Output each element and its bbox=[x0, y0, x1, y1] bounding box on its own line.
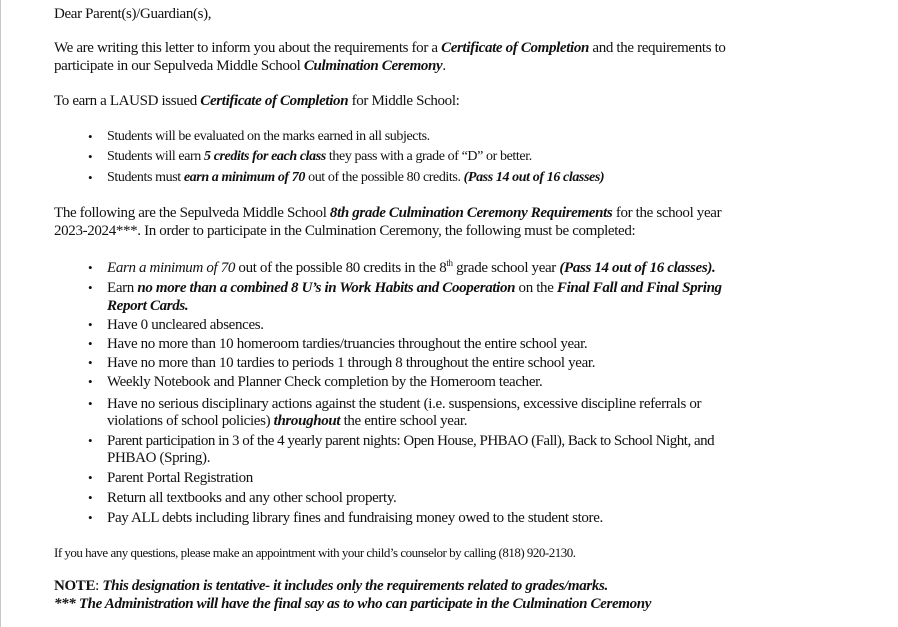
emphasis: Culmination Ceremony bbox=[303, 58, 443, 74]
culm-bullet: Have no serious disciplinary actions against the student (i.e. suspensions, excessive discipline referrals or bbox=[107, 396, 702, 412]
cert-bullet bbox=[107, 148, 532, 166]
text: for Middle School: bbox=[348, 93, 460, 109]
emphasis: Certificate of Completion bbox=[441, 40, 589, 56]
emphasis: throughout bbox=[273, 413, 341, 429]
bullet-icon: • bbox=[88, 374, 93, 389]
text: To earn a LAUSD issued bbox=[54, 93, 201, 109]
text: Students will earn bbox=[107, 149, 204, 164]
text: : bbox=[95, 578, 103, 594]
cert-bullet bbox=[107, 169, 604, 187]
emphasis: (Pass 14 out of 16 classes) bbox=[463, 170, 605, 185]
culm-bullet: Parent Portal Registration bbox=[107, 470, 253, 486]
salutation: Dear Parent(s)/Guardian(s), bbox=[54, 6, 212, 22]
text: violations of school policies) bbox=[107, 413, 274, 429]
text: . bbox=[442, 58, 446, 74]
emphasis: earn a minimum of 70 bbox=[183, 170, 305, 185]
emphasis: 5 credits for each class bbox=[204, 149, 326, 164]
culm-bullet: Weekly Notebook and Planner Check completion by the Homeroom teacher. bbox=[107, 374, 543, 390]
bullet-icon: • bbox=[88, 470, 93, 485]
text: the entire school year. bbox=[340, 413, 468, 429]
culm-bullet bbox=[107, 279, 722, 297]
text: they pass with a grade of “D” or better. bbox=[325, 149, 532, 164]
bullet-icon: • bbox=[88, 317, 93, 332]
intro-line-1 bbox=[54, 39, 726, 57]
text: participate in our Sepulveda Middle School bbox=[54, 58, 304, 74]
culm-bullet: Pay ALL debts including library fines and fundraising money owed to the student store. bbox=[107, 510, 603, 526]
emphasis: 8th grade Culmination Ceremony Requirements bbox=[329, 205, 613, 221]
text: The following are the Sepulveda Middle School bbox=[54, 205, 330, 221]
bullet-icon: • bbox=[88, 355, 93, 370]
emphasis: Certificate of Completion bbox=[200, 93, 349, 109]
contact-line: If you have any questions, please make an appointment with your child’s counselor by calling (818) 920-2130. bbox=[54, 545, 576, 560]
culm-bullet-cont: PHBAO (Spring). bbox=[107, 450, 211, 466]
emphasis: no more than a combined 8 U’s in Work Habits and Cooperation bbox=[137, 280, 516, 296]
admin-note: *** The Administration will have the final say as to who can participate in the Culmination Ceremony bbox=[54, 596, 652, 612]
emphasis: (Pass 14 out of 16 classes). bbox=[559, 260, 716, 276]
text: on the bbox=[515, 280, 557, 296]
culm-bullet: Have no more than 10 tardies to periods 1 through 8 throughout the entire school year. bbox=[107, 355, 596, 371]
emphasis: This designation is tentative- it includes only the requirements related to grades/marks. bbox=[102, 578, 608, 594]
bullet-icon: • bbox=[88, 280, 93, 295]
bullet-icon: • bbox=[88, 260, 93, 275]
culm-bullet-cont: Report Cards. bbox=[107, 298, 189, 314]
text: We are writing this letter to inform you about the requirements for a bbox=[54, 40, 442, 56]
emphasis: Final Fall and Final Spring bbox=[556, 280, 722, 296]
page-edge bbox=[0, 0, 1, 627]
bullet-icon: • bbox=[88, 510, 93, 525]
intro-line-2 bbox=[54, 57, 446, 75]
emphasis: Earn a minimum of 70 bbox=[107, 260, 236, 276]
text: Earn bbox=[107, 280, 138, 296]
culm-bullet-cont bbox=[107, 412, 467, 430]
text: for the school year bbox=[612, 205, 722, 221]
note-label: NOTE bbox=[54, 578, 96, 594]
cert-heading bbox=[54, 92, 459, 110]
culm-bullet: Return all textbooks and any other school property. bbox=[107, 490, 397, 506]
culm-bullet: Parent participation in 3 of the 4 yearly parent nights: Open House, PHBAO (Fall), Back to School Night, and bbox=[107, 433, 715, 449]
text: and the requirements to bbox=[589, 40, 726, 56]
bullet-icon: • bbox=[88, 396, 93, 411]
bullet-icon: • bbox=[88, 129, 93, 144]
culm-intro-line-1 bbox=[54, 204, 721, 222]
culm-bullet: Have no more than 10 homeroom tardies/truancies throughout the entire school year. bbox=[107, 336, 588, 352]
bullet-icon: • bbox=[88, 490, 93, 505]
superscript: th bbox=[446, 258, 453, 268]
culm-bullet bbox=[107, 259, 715, 277]
bullet-icon: • bbox=[88, 170, 93, 185]
text: grade school year bbox=[452, 260, 560, 276]
text: Students must bbox=[107, 170, 184, 185]
text: out of the possible 80 credits. bbox=[305, 170, 464, 185]
bullet-icon: • bbox=[88, 149, 93, 164]
culm-bullet: Have 0 uncleared absences. bbox=[107, 317, 264, 333]
note-line bbox=[54, 577, 608, 595]
culm-intro-line-2: 2023-2024***. In order to participate in the Culmination Ceremony, the following must be completed: bbox=[54, 223, 636, 239]
text: Students will be evaluated on the marks earned in all subjects. bbox=[107, 129, 430, 144]
text: out of the possible 80 credits in the 8 bbox=[235, 260, 447, 276]
cert-bullet bbox=[107, 128, 430, 146]
bullet-icon: • bbox=[88, 336, 93, 351]
bullet-icon: • bbox=[88, 433, 93, 448]
